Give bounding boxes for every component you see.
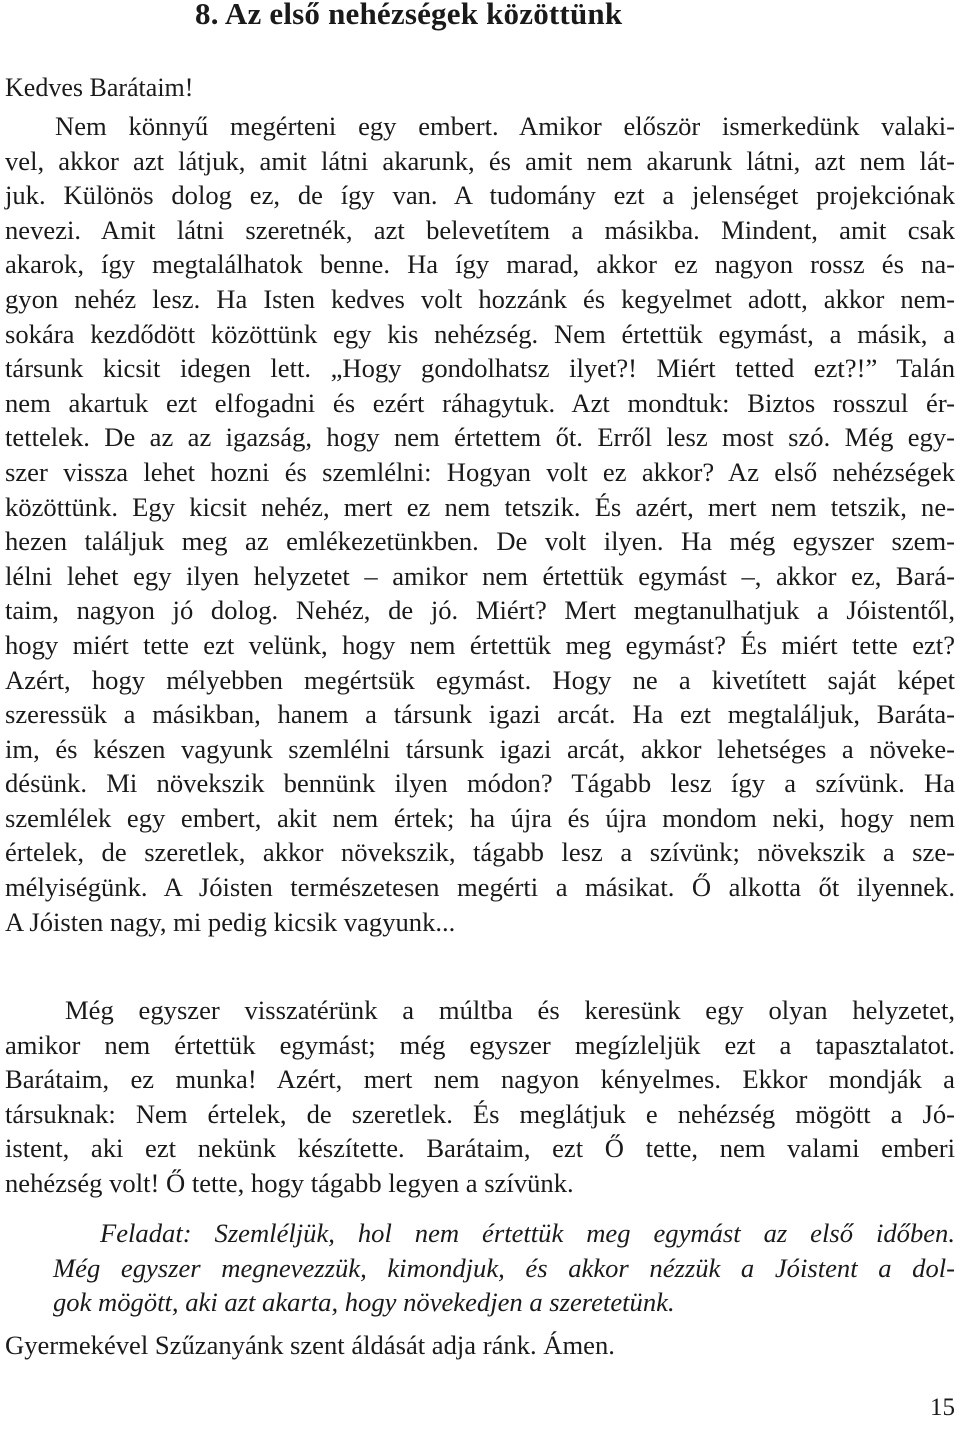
chapter-title: 8. Az első nehézségek közöttünk — [195, 0, 623, 31]
text-line: közöttünk. Egy kicsit nehéz, mert ez nem tetszik. És azért, mert nem tetszik, ne- — [5, 491, 955, 522]
text-line: mélyiségünk. A Jóisten természetesen megérti a másikat. Ő alkotta őt ilyennek. — [5, 872, 955, 903]
page-number: 15 — [930, 1394, 955, 1421]
blessing-paragraph — [5, 1328, 955, 1363]
text-line: szemlélek egy embert, akit nem értek; ha újra és újra mondom neki, hogy nem — [5, 802, 955, 833]
text-line: Barátaim, ez munka! Azért, mert nem nagyon kényelmes. Ekkor mondják a — [5, 1064, 955, 1095]
text-line: amikor nem értettük egymást; még egyszer megízleljük ezt a tapasztalatot. — [5, 1029, 955, 1060]
task-paragraph — [5, 1216, 955, 1320]
text-line: taim, nagyon jó dolog. Nehéz, de jó. Miért? Mert megtanulhatjuk a Jóistentől, — [5, 595, 955, 626]
text-line: tettelek. De az az igazság, hogy nem értettem őt. Erről lesz most szó. Még egy- — [5, 422, 955, 453]
text-line: értelek, de szeretlek, akkor növekszik, tágabb lesz a szívünk; növekszik a sze- — [5, 837, 955, 868]
text-line: gok mögött, aki azt akarta, hogy növekedjen a szeretetünk. — [53, 1287, 675, 1318]
text-line: gyon nehéz lesz. Ha Isten kedves volt hozzánk és kegyelmet adott, akkor nem- — [5, 283, 955, 314]
text-line: sokára kezdődött közöttünk egy kis nehézség. Nem értettük egymást, a másik, a — [5, 318, 955, 349]
text-line: hogy miért tette ezt velünk, hogy nem értettük meg egymást? És miért tette ezt? — [5, 629, 955, 660]
text-line: désünk. Mi növekszik bennünk ilyen módon? Tágabb lesz így a szívünk. Ha — [5, 768, 955, 799]
text-line: Azért, hogy mélyebben megértsük egymást. Hogy ne a kivetített saját képet — [5, 664, 955, 695]
paragraph-2 — [5, 993, 955, 1201]
text-line: Nem könnyű megérteni egy embert. Amikor először ismerkedünk valaki- — [55, 111, 955, 141]
text-line: nehézség volt! Ő tette, hogy tágabb legyen a szívünk. — [5, 1167, 574, 1198]
greeting: Kedves Barátaim! — [5, 73, 194, 102]
text-line: A Jóisten nagy, mi pedig kicsik vagyunk... — [5, 906, 456, 937]
text-line: lélni lehet egy ilyen helyzetet – amikor nem értettük egymást –, akkor ez, Bará- — [5, 560, 955, 591]
text-line: szeressük a másikban, hanem a társunk igazi arcát. Ha ezt megtaláljuk, Baráta- — [5, 699, 955, 730]
text-line: nem akartuk ezt elfogadni és ezért ráhagytuk. Azt mondtuk: Biztos rosszul ér- — [5, 387, 955, 418]
text-line: Még egyszer visszatérünk a múltba és keresünk egy olyan helyzetet, — [65, 995, 955, 1025]
text-line: Gyermekével Szűzanyánk szent áldását adja ránk. Ámen. — [5, 1330, 615, 1360]
text-line: akarok, így megtalálhatok benne. Ha így marad, akkor ez nagyon rossz és na- — [5, 249, 955, 280]
text-line: társunk kicsit idegen lett. „Hogy gondolhatsz ilyet?! Miért tetted ezt?!” Talán — [5, 353, 955, 384]
text-line: Még egyszer megnevezzük, kimondjuk, és akkor nézzük a Jóistent a dol- — [53, 1252, 955, 1283]
text-line: szer vissza lehet hozni és szemlélni: Hogyan volt ez akkor? Az első nehézségek — [5, 456, 955, 487]
paragraph-1 — [5, 109, 955, 939]
text-line: nevezi. Amit látni szeretnék, azt belevetítem a másikba. Mindent, amit csak — [5, 214, 955, 245]
text-line: istent, aki ezt nekünk készítette. Barátaim, ezt Ő tette, nem valami emberi — [5, 1133, 955, 1164]
text-line: hezen találjuk meg az emlékezetünkben. De volt ilyen. Ha még egyszer szem- — [5, 526, 955, 557]
text-line: Feladat: Szemléljük, hol nem értettük meg egymást az első időben. — [100, 1218, 955, 1248]
text-line: vel, akkor azt látjuk, amit látni akarunk, és amit nem akarunk látni, azt nem lát- — [5, 145, 955, 176]
text-line: juk. Különös dolog ez, de így van. A tudomány ezt a jelenséget projekciónak — [5, 180, 955, 211]
text-line: társuknak: Nem értelek, de szeretlek. És meglátjuk e nehézség mögött a Jó- — [5, 1098, 955, 1129]
text-line: im, és készen vagyunk szemlélni társunk igazi arcát, akkor lehetséges a növeke- — [5, 733, 955, 764]
